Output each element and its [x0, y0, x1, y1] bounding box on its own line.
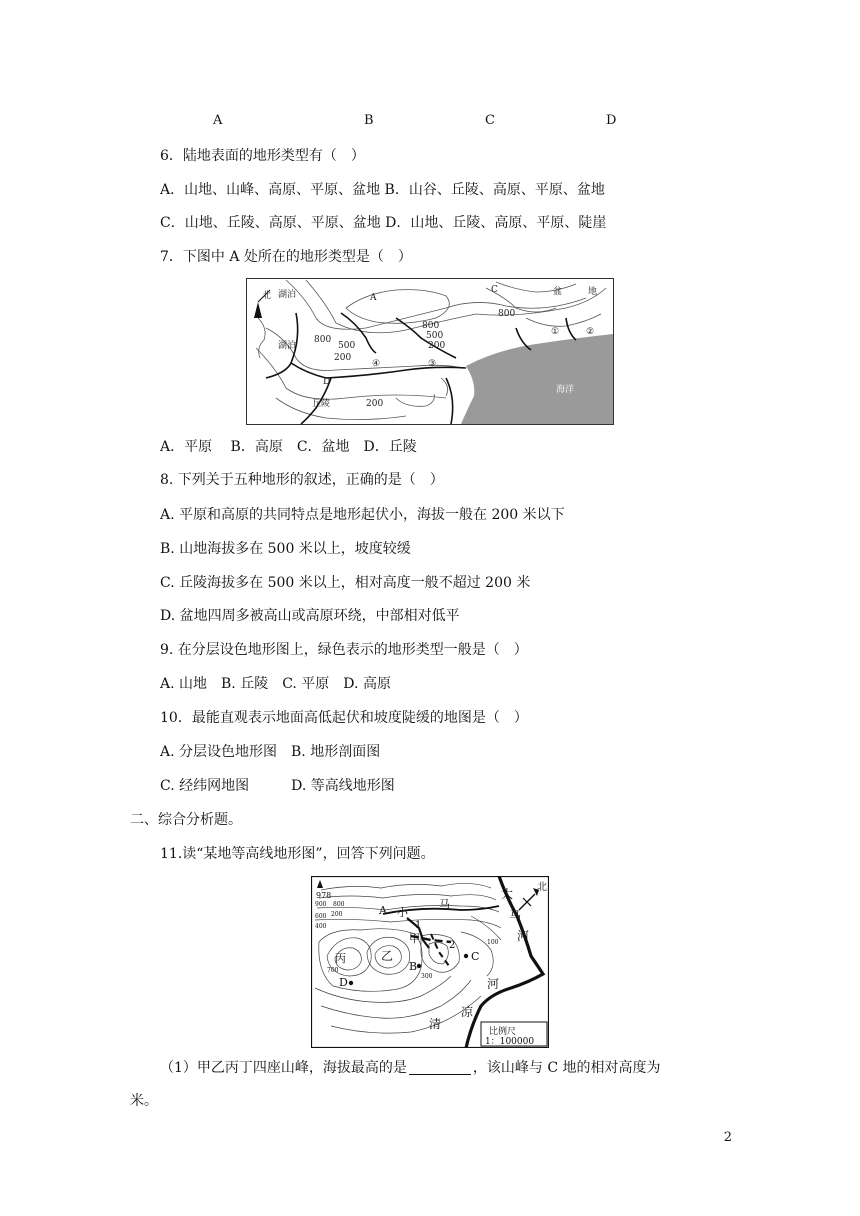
q7-north-label: 北: [262, 291, 272, 301]
q7-lake-label-2: 湖泊: [278, 341, 297, 351]
option-label-a: A: [213, 113, 223, 128]
q11-sub1-part1: （1）甲乙丙丁四座山峰，海拔最高的是: [160, 1060, 407, 1076]
q11-north-label: 北: [537, 882, 547, 893]
q7-contour-200-a: 200: [334, 353, 352, 363]
q11-peak-jia: 甲: [409, 932, 420, 945]
q11-point-a: A: [379, 904, 387, 917]
q7-point-c: C: [491, 285, 498, 295]
q11-sub1: [160, 1058, 661, 1078]
q7-contour-500-a: 500: [338, 341, 356, 351]
option-label-c: C: [485, 113, 495, 128]
q11-stem: 11.读“某地等高线地形图”，回答下列问题。: [160, 846, 435, 862]
q7-point-a: A: [370, 293, 377, 303]
q7-marker-2: ②: [586, 327, 595, 337]
q6-options-row2: C．山地、丘陵、高原、平原、盆地 D．山地、丘陵、高原、平原、陡崖: [160, 215, 607, 231]
q11-peak-bing: 丙: [335, 952, 346, 965]
q7-contour-200-b: 200: [428, 341, 446, 351]
q8-option-b: B. 山地海拔多在 500 米以上，坡度较缓: [160, 541, 411, 557]
q7-contour-200-c: 200: [366, 399, 384, 409]
q7-marker-1: ①: [551, 327, 560, 337]
q11-scale-title: 比例尺: [489, 1027, 517, 1037]
q11-contour-700: 700: [327, 967, 339, 974]
section-2-heading: 二、综合分析题。: [130, 812, 242, 828]
q11-contour-600: 600: [315, 913, 327, 920]
option-label-d: D: [606, 113, 617, 128]
q7-topographic-map: [246, 278, 614, 425]
q7-basin-label-1: 盆: [553, 287, 563, 297]
q11-contour-300: 300: [421, 973, 433, 980]
page-number: 2: [723, 1130, 732, 1145]
q11-point-b: B: [409, 960, 418, 973]
q8-option-c: C. 丘陵海拔多在 500 米以上，相对高度一般不超过 200 米: [160, 575, 531, 591]
q11-scale-value: 1：100000: [485, 1037, 535, 1047]
q7-hill-label: 丘陵: [312, 399, 331, 409]
q11-point-c: C: [471, 950, 480, 963]
q11-contour-100: 100: [487, 939, 499, 946]
q6-options-row1: A．山地、山峰、高原、平原、盆地 B．山谷、丘陵、高原、平原、盆地: [160, 182, 605, 198]
q11-peak-elevation: 978: [316, 891, 332, 900]
q7-point-d: D: [323, 377, 331, 387]
q11-river-da: 大: [501, 887, 514, 901]
q8-option-d: D. 盆地四周多被高山或高原环绕，中部相对低平: [160, 608, 460, 624]
q7-contour-800-c: 800: [498, 309, 516, 319]
q7-marker-4: ④: [372, 359, 381, 369]
q7-stem: 7．下图中 A 处所在的地形类型是（ ）: [160, 249, 412, 265]
q7-lake-label-1: 湖泊: [278, 290, 297, 300]
q11-contour-200: 200: [331, 911, 343, 918]
q11-contour-map: [311, 876, 549, 1048]
q11-river-ma-2: 马: [439, 898, 450, 911]
q11-contour-800: 800: [333, 901, 345, 908]
q10-options-row1: A. 分层设色地形图 B. 地形剖面图: [160, 744, 381, 760]
q11-river-he-1: 河: [517, 929, 530, 943]
q11-river-qing: 清: [429, 1017, 442, 1031]
q10-options-row2: C. 经纬网地图 D. 等高线地形图: [160, 778, 395, 794]
q6-stem: 6．陆地表面的地形类型有（ ）: [160, 148, 365, 164]
q11-contour-900: 900: [315, 901, 327, 908]
q8-stem: 8. 下列关于五种地形的叙述，正确的是（ ）: [160, 472, 444, 488]
q11-river-he-2: 河: [487, 977, 500, 991]
q9-options: A. 山地 B. 丘陵 C. 平原 D. 高原: [160, 676, 391, 692]
q11-river-liang: 凉: [461, 1005, 474, 1019]
q7-contour-800-a: 800: [314, 335, 332, 345]
q11-sub1-answer-blank[interactable]: [409, 1060, 471, 1075]
q9-stem: 9. 在分层设色地形图上，绿色表示的地形类型一般是（ ）: [160, 642, 528, 658]
q7-contour-800-b: 800: [422, 321, 440, 331]
q11-sub1-part2: ，该山峰与 C 地的相对高度为: [472, 1060, 661, 1076]
q11-sub1-continued: 米。: [130, 1093, 158, 1109]
q11-route-2: 2: [449, 940, 456, 951]
option-label-b: B: [364, 113, 374, 128]
q11-river-ma: 马: [509, 909, 522, 923]
q11-river-xiao: 小: [397, 906, 408, 919]
q7-ocean-label: 海洋: [556, 385, 575, 395]
q7-options: A．平原 B．高原 C．盆地 D．丘陵: [160, 439, 417, 455]
q11-contour-400: 400: [315, 923, 327, 930]
q10-stem: 10．最能直观表示地面高低起伏和坡度陡缓的地图是（ ）: [160, 710, 528, 726]
q7-basin-label-2: 地: [588, 287, 598, 297]
q11-route-1: 1: [415, 920, 422, 931]
q8-option-a: A. 平原和高原的共同特点是地形起伏小，海拔一般在 200 米以下: [160, 507, 565, 523]
q7-marker-3: ③: [428, 359, 437, 369]
q11-point-d: D: [339, 976, 348, 989]
q7-contour-500-b: 500: [426, 331, 444, 341]
q11-peak-yi: 乙: [381, 949, 394, 963]
